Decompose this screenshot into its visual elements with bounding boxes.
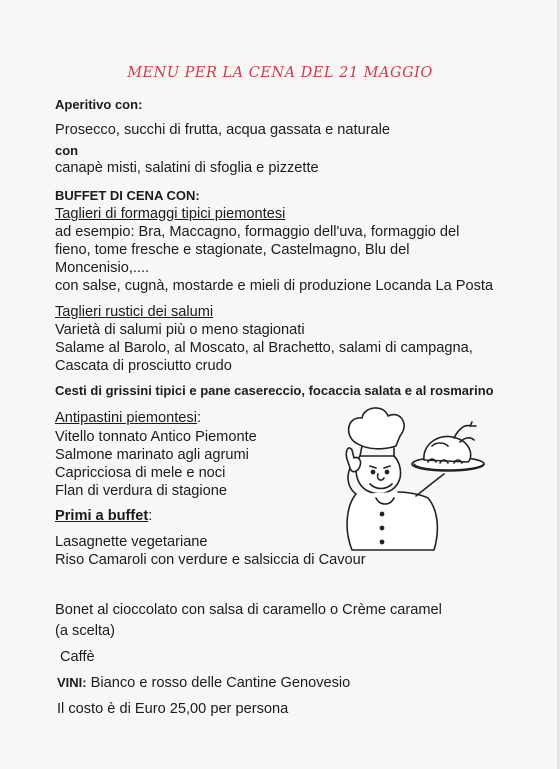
salumi-line: Varietà di salumi più o meno stagionati [55,322,305,338]
dessert-note: (a scelta) [55,623,116,639]
primi-heading: Primi a buffet [55,508,149,524]
primi-colon: : [148,508,153,524]
caffe-line: Caffè [60,649,95,665]
aperitivo-line: canapè misti, salatini di sfoglia e pizzette [55,160,319,176]
buffet-heading: BUFFET DI CENA CON: [55,188,200,203]
antipastini-heading-row [55,409,201,427]
formaggi-line: ad esempio: Bra, Maccagno, formaggio dell'uva, formaggio del [55,224,460,240]
primi-heading-row [55,507,152,525]
primo-item: Lasagnette vegetariane [55,534,208,550]
grissini-line: Cesti di grissini tipici e pane casereccio, focaccia salata e al rosmarino [55,383,494,398]
costo-line: Il costo è di Euro 25,00 per persona [57,701,289,717]
formaggi-line: fieno, tome fresche e stagionate, Castelmagno, Blu del [55,242,410,258]
salumi-heading: Taglieri rustici dei salumi [55,304,214,320]
aperitivo-heading: Aperitivo con: [55,97,143,112]
aperitivo-line: Prosecco, succhi di frutta, acqua gassata e naturale [55,122,391,138]
con-label: con [55,143,79,158]
formaggi-line: con salse, cugnà, mostarde e mieli di produzione Locanda La Posta [55,278,494,294]
antipastino-item: Capricciosa di mele e noci [55,465,226,481]
formaggi-heading: Taglieri di formaggi tipici piemontesi [55,206,286,222]
vini-label: VINI: [57,675,87,690]
antipastini-heading: Antipastini piemontesi [55,410,197,426]
antipastino-item: Flan di verdura di stagione [55,483,227,499]
antipastino-item: Salmone marinato agli agrumi [55,447,249,463]
salumi-line: Cascata di prosciutto crudo [55,358,232,374]
antipastino-item: Vitello tonnato Antico Piemonte [55,429,257,445]
vini-line [57,674,350,692]
dessert-line: Bonet al cioccolato con salsa di caramello o Crème caramel [55,602,442,618]
chef-with-roast-chicken-icon [336,402,486,552]
antipastini-colon: : [196,410,202,426]
salumi-line: Salame al Barolo, al Moscato, al Brachetto, salami di campagna, [55,340,473,356]
formaggi-line: Moncenisio,.... [55,260,150,276]
primo-item: Riso Camaroli con verdure e salsiccia di Cavour [55,552,366,568]
menu-title: MENU PER LA CENA DEL 21 MAGGIO [127,65,433,81]
vini-text: Bianco e rosso delle Cantine Genovesio [86,675,351,691]
